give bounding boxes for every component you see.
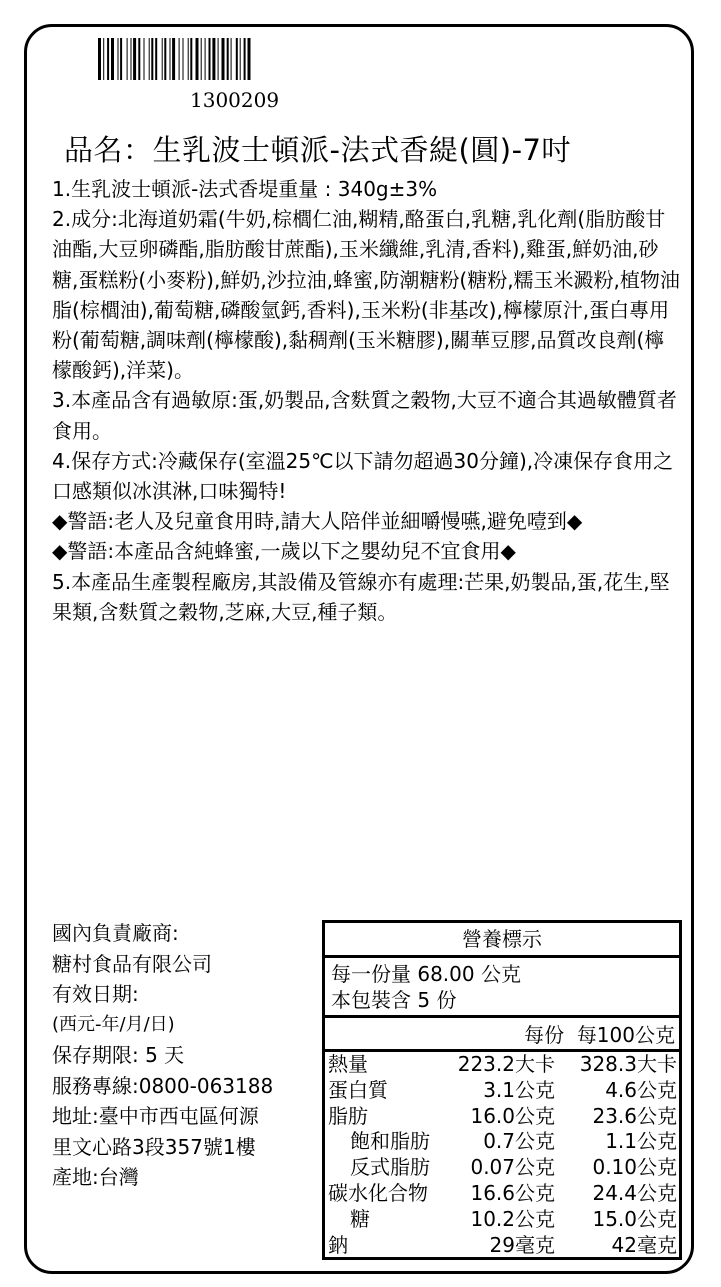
allergens: 3.本產品含有過敏原:蛋,奶製品,含麩質之穀物,大豆不適合其過敏體質者食用。 [52,388,677,443]
origin: 產地:台灣 [52,1165,139,1189]
nutrient-per-100g: 15.0公克 [592,1206,677,1231]
barcode-bar [107,38,109,80]
barcode-bar [144,38,145,80]
barcode-bar [170,38,171,80]
nutrient-name-text: 脂肪 [328,1103,368,1128]
barcode-bar [227,38,229,80]
barcode-bar [120,38,122,80]
col-per-100g: 每100公克 [576,1023,675,1047]
nutrient-name-text: 反式脂肪 [350,1155,430,1180]
barcode-bar [138,38,140,80]
nutrient-name [325,1155,443,1181]
address-line-1: 地址:臺中市西屯區何源 [52,1104,259,1128]
nutrient-per-serving: 0.7公克 [483,1129,555,1154]
expiry-format: (西元-年/月/日) [52,1013,175,1035]
nutrient-name [325,1207,443,1233]
barcode [98,38,366,80]
nutrient-name-text: 糖 [350,1206,370,1231]
barcode-bar [151,38,153,80]
nutrient-rows [325,1052,679,1258]
barcode-number: 1300209 [190,88,280,112]
nutrient-per-100g: 4.6公克 [605,1077,677,1102]
nutrient-per-serving: 16.0公克 [470,1103,555,1128]
manufacturer-name: 糖村食品有限公司 [52,951,212,976]
barcode-bar [133,38,136,80]
nutrient-row [325,1129,679,1155]
manufacturer-label: 國內負責廠商: [52,921,179,945]
barcode-bar [222,38,225,80]
nutrient-per-100g: 42毫克 [611,1232,677,1257]
nutrition-heading: 營養標示 [325,923,679,958]
nutrient-per-100g: 1.1公克 [605,1129,677,1154]
barcode-bar [231,38,232,80]
barcode-bar [183,38,184,80]
nutrient-per-serving: 3.1公克 [483,1077,555,1102]
nutrient-per-100g: 0.10公克 [592,1155,677,1180]
nutrient-row [325,1233,679,1259]
barcode-bar [205,38,206,80]
barcode-bar [236,38,238,80]
nutrient-row [325,1078,679,1104]
barcode-bar [149,38,150,80]
servings-per-package: 本包裝含 5 份 [331,988,457,1012]
nutrient-name [325,1052,443,1078]
barcode-bar [103,38,104,80]
nutrient-per-serving: 10.2公克 [470,1206,555,1231]
weight-line: 1.生乳波士頓派-法式香堤重量 : 340g±3% [52,177,438,201]
nutrient-name-text: 碳水化合物 [328,1180,428,1205]
address-line-2: 里文心路3段357號1樓 [52,1134,256,1159]
product-description [52,174,680,627]
barcode-bar [244,38,246,80]
serving-size: 每一份量 68.00 公克 [331,962,521,986]
nutrient-per-100g: 23.6公克 [592,1103,677,1128]
service-hotline: 服務專線:0800-063188 [52,1073,274,1098]
product-title: 品名：生乳波士頓派-法式香緹(圓)-7吋 [64,133,572,167]
nutrient-name [325,1078,443,1104]
cross-contamination-note: 5.本產品生產製程廠房,其設備及管線亦有處理:芒果,奶製品,蛋,花生,堅果類,含麩質之穀物,芝麻,大豆,種子類。 [52,569,670,624]
nutrient-per-100g: 24.4公克 [592,1180,677,1205]
nutrient-name [325,1129,443,1155]
nutrient-row [325,1207,679,1233]
barcode-bar [218,38,219,80]
barcode-bar [196,38,199,80]
barcode-bar [127,38,128,80]
barcode-bar [98,38,101,80]
warning-choking: ◆警語:老人及兒童食用時,請大人陪伴並細嚼慢嚥,避免噎到◆ [52,509,583,534]
nutrient-row [325,1104,679,1130]
nutrient-name-text: 鈉 [328,1232,348,1257]
serving-info [325,958,679,1018]
barcode-bar [162,38,163,80]
barcode-bar [248,38,251,80]
nutrient-per-serving: 223.2大卡 [457,1052,555,1076]
warning-honey: ◆警語:本產品含純蜂蜜,一歲以下之嬰幼兒不宜食用◆ [52,539,516,564]
nutrient-name-text: 蛋白質 [328,1077,388,1102]
nutrient-name [325,1233,443,1259]
expiry-label: 有效日期: [52,982,139,1006]
barcode-bar [201,38,202,80]
nutrient-name-text: 熱量 [328,1052,368,1076]
nutrient-row [325,1155,679,1181]
barcode-bar [172,38,175,80]
barcode-bar [131,38,132,80]
ingredients: 2.成分:北海道奶霜(牛奶,棕櫚仁油,糊精,酪蛋白,乳糖,乳化劑(脂肪酸甘油酯,大豆卵磷酯,脂肪酸甘蔗酯),玉米纖維,乳清,香料),雞蛋,鮮奶油,砂糖,蛋糕粉(小麥粉),鮮奶,沙拉油,蜂蜜,防潮糖粉(糖粉,糯玉米澱粉,植物油脂(棕櫚油),葡萄糖,磷酸氫鈣,香料),玉米粉(非基改),檸檬原汁,蛋白專用粉(葡萄糖,調味劑(檸檬酸),黏稠劑(玉米糖膠),關華豆膠,品質改良劑(檸檬酸鈣),洋菜)。 [52,207,680,383]
nutrient-name-text: 飽和脂肪 [350,1129,430,1154]
barcode-bar [240,38,241,80]
nutrient-per-serving: 29毫克 [489,1232,555,1257]
nutrient-name [325,1104,443,1130]
nutrient-name [325,1181,443,1207]
barcode-bar [118,38,119,80]
storage-method: 4.保存方式:冷藏保存(室溫25℃以下請勿超過30分鐘),冷凍保存食用之口感類似冰淇淋,口味獨特! [52,448,674,504]
col-per-serving: 每份 [524,1023,565,1047]
barcode-bar [212,38,215,80]
barcode-bar [190,38,192,80]
shelf-life: 保存期限: 5 天 [52,1043,185,1067]
nutrient-per-100g: 328.3大卡 [579,1052,677,1076]
barcode-bar [111,38,114,80]
barcode-bar [155,38,157,80]
nutrient-row [325,1052,679,1078]
barcode-bar [164,38,166,80]
barcode-bar [179,38,180,80]
barcode-bar [209,38,211,80]
manufacturer-info [52,918,322,1193]
nutrient-row [325,1181,679,1207]
nutrient-per-serving: 0.07公克 [470,1155,555,1180]
nutrient-per-serving: 16.6公克 [470,1180,555,1205]
nutrition-facts-table [322,920,682,1260]
nutrition-column-headers [325,1018,679,1052]
barcode-bar [188,38,189,80]
